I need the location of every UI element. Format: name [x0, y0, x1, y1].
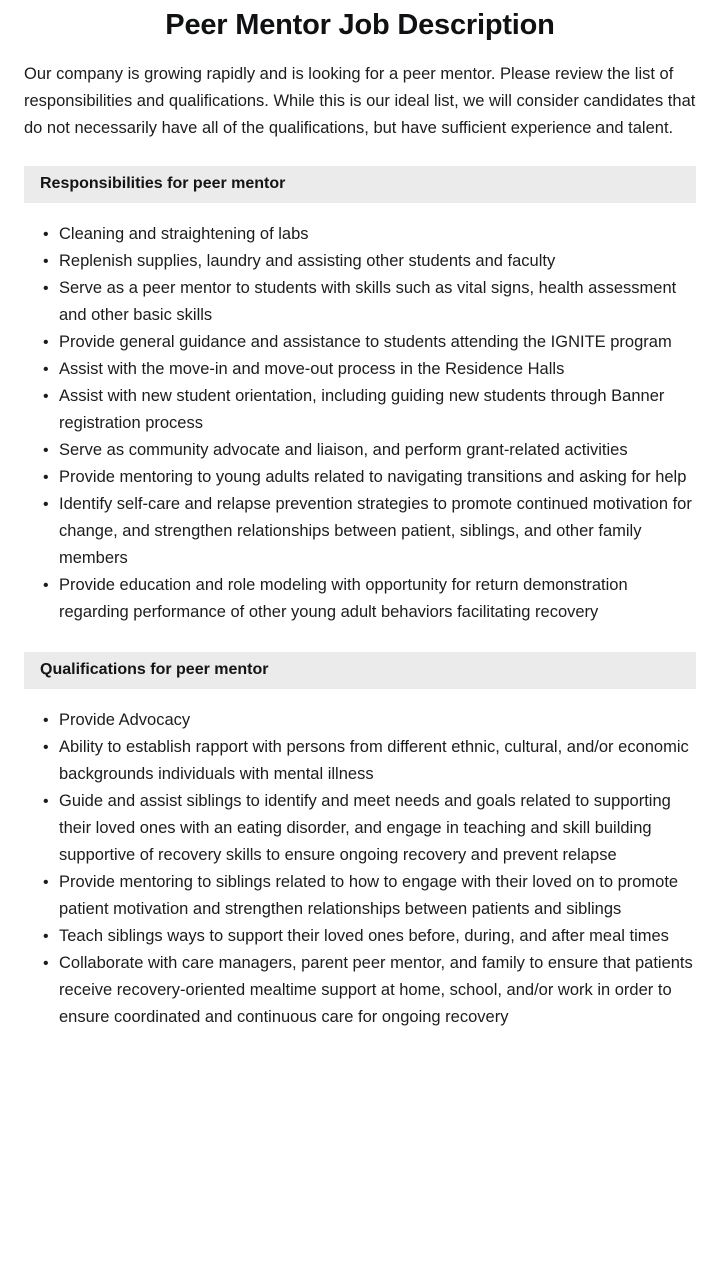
qualifications-list [0, 707, 720, 1031]
list-item: • Cleaning and straightening of labs [24, 221, 696, 248]
list-item: • Provide general guidance and assistance to students attending the IGNITE program [24, 329, 696, 356]
list-item: • Collaborate with care managers, parent peer mentor, and family to ensure that patients receive recovery-oriented mealtime support at home, school, and/or work in order to ensure coordinated and continuous care for ongoing recovery [24, 950, 696, 1031]
section-heading-label: Responsibilities for peer mentor [40, 175, 286, 192]
list-item: • Provide education and role modeling with opportunity for return demonstration regarding performance of other young adult behaviors facilitating recovery [24, 572, 696, 626]
list-item: • Teach siblings ways to support their loved ones before, during, and after meal times [24, 923, 696, 950]
bottom-spacer [0, 1031, 720, 1071]
section-heading-label: Qualifications for peer mentor [40, 661, 269, 678]
list-item: • Provide Advocacy [24, 707, 696, 734]
list-item: • Identify self-care and relapse prevention strategies to promote continued motivation for change, and strengthen relationships between patient, siblings, and other family members [24, 491, 696, 572]
list-item: • Serve as a peer mentor to students with skills such as vital signs, health assessment and other basic skills [24, 275, 696, 329]
list-item: • Assist with the move-in and move-out process in the Residence Halls [24, 356, 696, 383]
list-item: • Guide and assist siblings to identify and meet needs and goals related to supporting their loved ones with an eating disorder, and engage in teaching and skill building supportive of recovery skills to ensure ongoing recovery and prevent relapse [24, 788, 696, 869]
list-item: • Replenish supplies, laundry and assisting other students and faculty [24, 248, 696, 275]
section-header-qualifications [24, 652, 696, 689]
list-item: • Serve as community advocate and liaison, and perform grant-related activities [24, 437, 696, 464]
section-qualifications [0, 652, 720, 1031]
page-title: Peer Mentor Job Description [165, 9, 555, 41]
list-item: • Ability to establish rapport with persons from different ethnic, cultural, and/or economic backgrounds individuals with mental illness [24, 734, 696, 788]
section-responsibilities [0, 166, 720, 626]
list-item: • Assist with new student orientation, including guiding new students through Banner registration process [24, 383, 696, 437]
list-item: • Provide mentoring to young adults related to navigating transitions and asking for help [24, 464, 696, 491]
list-item: • Provide mentoring to siblings related to how to engage with their loved on to promote patient motivation and strengthen relationships between patients and siblings [24, 869, 696, 923]
section-header-responsibilities [24, 166, 696, 203]
intro-paragraph: Our company is growing rapidly and is looking for a peer mentor. Please review the list of responsibilities and qualifications. While this is our ideal list, we will consider candidates that do not necessarily have all of the qualifications, but have sufficient experience and talent. [24, 65, 696, 137]
responsibilities-list [0, 221, 720, 626]
